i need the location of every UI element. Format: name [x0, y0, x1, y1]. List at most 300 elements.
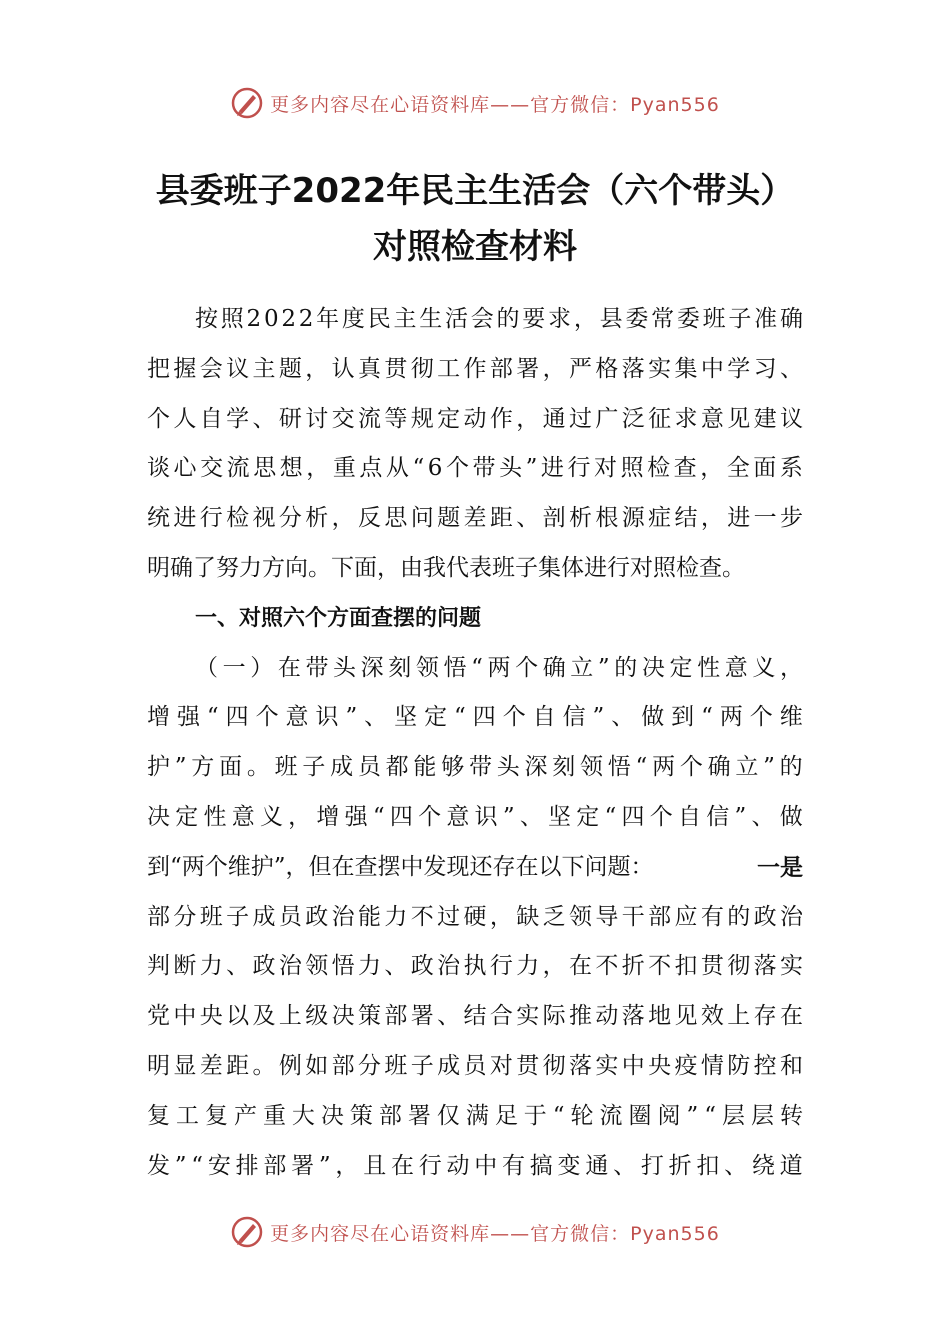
character: 工: [175, 1102, 199, 1129]
paragraph-line: [147, 793, 803, 843]
character: 个: [445, 455, 469, 482]
character: 求: [674, 405, 698, 432]
character: 、: [226, 953, 250, 980]
character: 想: [279, 455, 303, 482]
character: 班: [384, 1052, 408, 1079]
character: 绕: [751, 1152, 775, 1179]
character: 距: [226, 1052, 250, 1079]
character: 治: [437, 953, 461, 980]
character: ，: [516, 405, 540, 432]
paragraph-line: [147, 693, 803, 743]
paragraph-line: [147, 644, 803, 694]
character: 带: [472, 455, 496, 482]
character: 会: [470, 306, 494, 332]
character: 信: [706, 803, 730, 830]
character: 流: [599, 1102, 623, 1129]
character: 面: [753, 455, 777, 482]
character: 重: [332, 455, 356, 482]
character: 交: [200, 455, 224, 482]
character: 地: [648, 1003, 672, 1030]
character: 定: [576, 803, 600, 830]
character: 常: [651, 306, 675, 332]
character: 确: [707, 754, 731, 781]
character: 意: [724, 654, 748, 681]
character: 彻: [727, 953, 751, 980]
character: ，: [335, 1152, 359, 1179]
character: 如: [305, 1052, 329, 1079]
character: 进: [540, 455, 564, 482]
character: 班: [702, 306, 726, 332]
character: 四: [621, 803, 645, 830]
character: 点: [359, 455, 383, 482]
character: 委: [676, 306, 700, 332]
character: 意: [231, 803, 255, 830]
character: 复: [147, 1102, 170, 1129]
character: 要: [522, 306, 546, 332]
character: 部: [384, 1003, 408, 1030]
character: “: [412, 455, 425, 482]
character: 性: [203, 803, 227, 830]
paragraph-line: [147, 1042, 803, 1092]
character: 子: [302, 754, 326, 781]
character: 道: [779, 1152, 803, 1179]
character: 落: [753, 953, 777, 980]
character: 安: [207, 1152, 231, 1179]
character: 通: [542, 405, 566, 432]
character: 行: [567, 455, 591, 482]
character: 扣: [696, 1152, 720, 1179]
character: 成: [252, 903, 276, 930]
character: 产: [233, 1102, 257, 1129]
character: 信: [562, 704, 586, 731]
character: 刻: [552, 754, 576, 781]
character: 个: [679, 754, 703, 781]
character: 员: [463, 1052, 487, 1079]
character: 推: [569, 1003, 592, 1030]
character: 析: [305, 505, 329, 532]
character: 层: [721, 1102, 745, 1129]
character: 实: [780, 953, 803, 980]
character: 维: [779, 704, 803, 731]
character: 、: [751, 803, 775, 830]
character: 方: [191, 754, 215, 781]
character: 题: [437, 505, 461, 532]
character: 子: [410, 1052, 434, 1079]
character: 动: [463, 405, 487, 432]
character: 坚: [548, 803, 572, 830]
character: 悟: [443, 654, 467, 681]
character: ，: [542, 953, 566, 980]
character: 主: [393, 306, 417, 332]
character: 的: [727, 903, 751, 930]
character: 见: [727, 405, 751, 432]
character: ”: [502, 803, 515, 830]
character: 议: [226, 355, 250, 382]
character: 症: [648, 505, 672, 532]
character: 政: [753, 903, 777, 930]
character: 落: [621, 355, 645, 382]
character: 央: [199, 1003, 223, 1030]
character: “: [701, 704, 713, 731]
character: 、: [437, 1003, 461, 1030]
character: 际: [542, 1003, 566, 1030]
character: 面: [219, 754, 243, 781]
character: 确: [542, 654, 566, 681]
character: 作: [463, 355, 487, 382]
character: 治: [780, 903, 803, 930]
character: 有: [502, 1152, 526, 1179]
character: 、: [519, 803, 543, 830]
paragraph-line: 明确了努力方向。下面，由我代表班子集体进行对照检查。: [147, 554, 745, 581]
character: 过: [437, 903, 461, 930]
character: 头: [499, 455, 523, 482]
character: ”: [174, 754, 187, 781]
character: 成: [330, 754, 354, 781]
character: 民: [367, 306, 391, 332]
character: 交: [331, 405, 355, 432]
character: 自: [532, 704, 556, 731]
character: 部: [331, 1052, 355, 1079]
character: 把: [147, 355, 170, 382]
character: 领: [415, 654, 439, 681]
character: 刻: [388, 654, 412, 681]
character: “: [635, 754, 648, 781]
character: 、: [384, 953, 408, 980]
section-heading: 一、对照六个方面查摆的问题: [195, 605, 482, 631]
character: 重: [262, 1102, 286, 1129]
character: 防: [727, 1052, 751, 1079]
character: 步: [780, 505, 803, 532]
paragraph-line: [147, 1092, 803, 1142]
character: 年: [316, 306, 340, 332]
character: 查: [673, 455, 697, 482]
paragraph-line: [147, 345, 803, 395]
character: 分: [173, 903, 197, 930]
character: 子: [728, 306, 752, 332]
character: 视: [252, 505, 276, 532]
character: 折: [621, 953, 645, 980]
character: 领: [569, 903, 592, 930]
character: 力: [516, 953, 540, 980]
character: 都: [385, 754, 409, 781]
character: 动: [595, 1003, 619, 1030]
character: 通: [585, 1152, 609, 1179]
character: 转: [779, 1102, 803, 1129]
character: 实: [595, 1052, 619, 1079]
character: 人: [173, 405, 197, 432]
character: 决: [320, 1102, 344, 1129]
character: ”: [734, 803, 747, 830]
character: 彻: [542, 1052, 566, 1079]
character: 且: [363, 1152, 387, 1179]
character: 2: [246, 306, 262, 332]
character: 求: [548, 306, 572, 332]
character: ）: [250, 654, 274, 681]
character: 的: [779, 754, 803, 781]
character: 力: [199, 953, 223, 980]
character: 、: [516, 505, 540, 532]
character: 治: [278, 953, 302, 980]
character: 。: [246, 754, 270, 781]
character: 班: [199, 903, 223, 930]
character: 控: [753, 1052, 777, 1079]
character: 轮: [570, 1102, 594, 1129]
character: 个: [515, 654, 539, 681]
character: 个: [418, 803, 442, 830]
character: 县: [599, 306, 623, 332]
character: 实: [648, 355, 672, 382]
character: 四: [225, 704, 249, 731]
character: 在: [277, 654, 301, 681]
paragraph-line: [147, 743, 803, 793]
character: 检: [647, 455, 671, 482]
character: ，: [305, 355, 329, 382]
character: 有: [700, 903, 724, 930]
character: 按: [195, 306, 218, 332]
character: 分: [358, 1052, 381, 1079]
character: 决: [147, 803, 170, 830]
character: 照: [220, 306, 244, 332]
character: 个: [749, 704, 773, 731]
character: 排: [235, 1152, 259, 1179]
character: 行: [489, 953, 513, 980]
character: 准: [754, 306, 778, 332]
character: 和: [780, 1052, 803, 1079]
character: 在: [780, 1003, 803, 1030]
character: 习: [753, 355, 777, 382]
character: 领: [305, 953, 329, 980]
character: 征: [648, 405, 672, 432]
character: 见: [674, 1003, 698, 1030]
character: 署: [410, 1003, 434, 1030]
character: 头: [333, 654, 357, 681]
character: 个: [255, 704, 279, 731]
character: ，: [700, 505, 724, 532]
character: 检: [226, 505, 250, 532]
character: 变: [557, 1152, 581, 1179]
character: 题: [278, 355, 302, 382]
character: 扣: [674, 953, 698, 980]
character: 自: [199, 405, 223, 432]
character: 系: [779, 455, 803, 482]
character: 部: [489, 355, 513, 382]
character: 做: [779, 803, 803, 830]
character: 阅: [657, 1102, 681, 1129]
character: 效: [700, 1003, 724, 1030]
paragraph-text: 到“两个维护”，但在查摆中发现还存在以下问题：: [147, 853, 654, 880]
paragraph-line: [147, 494, 803, 544]
character: 立: [570, 654, 594, 681]
character: 个: [649, 803, 673, 830]
character: 折: [668, 1152, 692, 1179]
character: ，: [700, 455, 724, 482]
character: 个: [502, 704, 526, 731]
character: 讨: [305, 405, 329, 432]
character: 贯: [700, 953, 724, 980]
character: 缺: [516, 903, 540, 930]
character: 意: [285, 704, 309, 731]
character: 乏: [542, 903, 566, 930]
character: 一: [753, 505, 777, 532]
character: 中: [173, 1003, 197, 1030]
character: 在: [569, 953, 592, 980]
character: ”: [763, 754, 775, 781]
character: 0: [263, 306, 279, 332]
character: 复: [204, 1102, 228, 1129]
character: 合: [489, 1003, 513, 1030]
character: ”: [174, 1152, 187, 1179]
character: 力: [358, 953, 381, 980]
character: 圈: [628, 1102, 652, 1129]
character: 上: [278, 1003, 302, 1030]
character: 活: [444, 306, 468, 332]
character: 足: [494, 1102, 518, 1129]
paragraph-line: [147, 444, 803, 494]
character: 存: [753, 1003, 777, 1030]
character: 的: [496, 306, 520, 332]
character: 确: [779, 306, 803, 332]
character: 距: [489, 505, 513, 532]
character: 严: [569, 355, 592, 382]
character: 性: [697, 654, 721, 681]
character: 决: [331, 1003, 355, 1030]
character: 子: [226, 903, 250, 930]
character: ”: [345, 704, 358, 731]
character: “: [191, 1152, 204, 1179]
character: 根: [595, 505, 619, 532]
character: 班: [274, 754, 298, 781]
watermark-text: 更多内容尽在心语资料库——官方微信：Pyan556: [270, 1222, 720, 1245]
character: 不: [410, 903, 434, 930]
character: 认: [331, 355, 355, 382]
character: 统: [147, 505, 170, 532]
character: 例: [278, 1052, 302, 1079]
character: 强: [176, 704, 200, 731]
character: 6: [427, 455, 443, 482]
character: 两: [652, 754, 676, 781]
character: 立: [735, 754, 759, 781]
character: 从: [385, 455, 409, 482]
character: 规: [410, 405, 434, 432]
character: 实: [516, 1003, 540, 1030]
character: 增: [316, 803, 340, 830]
character: 员: [357, 754, 381, 781]
character: 泛: [621, 405, 645, 432]
character: “: [206, 704, 219, 731]
character: 部: [147, 903, 170, 930]
character: 做: [641, 704, 665, 731]
character: 2: [281, 306, 296, 332]
character: ，: [489, 903, 513, 930]
character: 强: [344, 803, 368, 830]
document-body: [147, 295, 803, 1191]
character: 搞: [529, 1152, 553, 1179]
character: 能: [413, 754, 437, 781]
character: 流: [358, 405, 381, 432]
character: 结: [674, 505, 698, 532]
character: 集: [674, 355, 698, 382]
character: ，: [288, 803, 312, 830]
character: 个: [147, 405, 170, 432]
character: 一: [222, 654, 246, 681]
character: 在: [390, 1152, 414, 1179]
character: ，: [779, 654, 803, 681]
paragraph-line: [147, 893, 803, 943]
character: 思: [253, 455, 277, 482]
bold-marker: 一是: [757, 853, 803, 881]
paragraph-line: [147, 942, 803, 992]
character: “: [604, 803, 617, 830]
paragraph-line-with-bold: [147, 843, 803, 893]
character: 委: [625, 306, 649, 332]
character: 等: [384, 405, 408, 432]
character: 部: [263, 1152, 287, 1179]
character: 照: [620, 455, 644, 482]
character: 层: [750, 1102, 774, 1129]
character: 成: [437, 1052, 461, 1079]
character: 央: [648, 1052, 672, 1079]
title-line-1: 县委班子2022年民主生活会（六个带头）: [155, 171, 795, 211]
character: 剖: [542, 505, 566, 532]
character: 2: [298, 306, 314, 332]
character: 四: [472, 704, 496, 731]
character: 带: [305, 654, 329, 681]
character: ，: [331, 505, 355, 532]
character: 部: [378, 1102, 402, 1129]
character: 策: [349, 1102, 373, 1129]
character: 力: [384, 903, 408, 930]
character: 定: [669, 654, 693, 681]
character: 、: [613, 1152, 637, 1179]
character: 研: [278, 405, 302, 432]
character: 行: [199, 505, 223, 532]
character: 两: [487, 654, 511, 681]
character: 心: [173, 455, 197, 482]
character: 学: [226, 405, 250, 432]
character: 问: [410, 505, 434, 532]
character: 领: [580, 754, 604, 781]
character: 坚: [394, 704, 418, 731]
character: ，: [542, 355, 566, 382]
paragraph-line: [147, 1142, 803, 1192]
character: 差: [463, 505, 487, 532]
character: 署: [407, 1102, 431, 1129]
character: 生: [419, 306, 443, 332]
character: 能: [358, 903, 381, 930]
character: 署: [291, 1152, 315, 1179]
character: 发: [147, 1152, 170, 1179]
character: 、: [252, 405, 276, 432]
character: 级: [305, 1003, 329, 1030]
character: 不: [648, 953, 672, 980]
character: 决: [641, 654, 665, 681]
character: “: [471, 654, 483, 681]
paragraph-line: [147, 992, 803, 1042]
character: 、: [780, 355, 803, 382]
character: 分: [278, 505, 302, 532]
character: 义: [259, 803, 283, 830]
character: 上: [727, 1003, 751, 1030]
character: 应: [674, 903, 698, 930]
title-line-2: 对照检查材料: [373, 227, 577, 267]
character: 格: [595, 355, 619, 382]
character: 广: [595, 405, 619, 432]
character: 的: [614, 654, 638, 681]
character: 仅: [436, 1102, 460, 1129]
character: 意: [700, 405, 724, 432]
character: 动: [446, 1152, 470, 1179]
character: 彻: [410, 355, 434, 382]
